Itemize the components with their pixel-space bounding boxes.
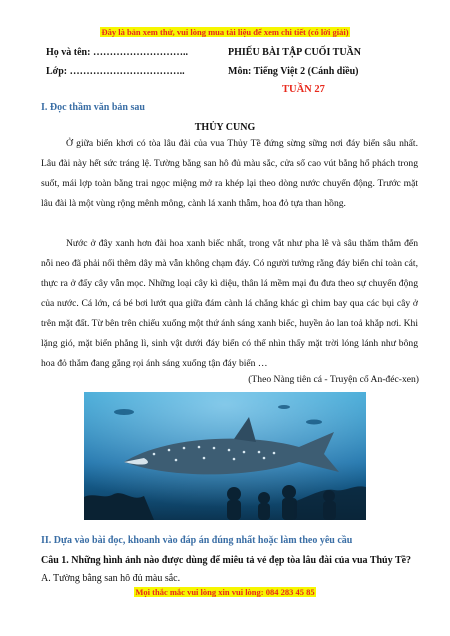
question-1-option-a[interactable]: A. Tường bằng san hô đủ màu sắc. (41, 573, 181, 584)
preview-banner: Đây là bản xem thử, vui lòng mua tài liệu để xem chi tiết (có lời giải) (101, 27, 349, 37)
question-1: Câu 1. Những hình ảnh nào được dùng để miêu tả vẻ đẹp tòa lâu đài của vua Thủy Tề? (41, 555, 412, 566)
section-1-heading: I. Đọc thầm văn bản sau (41, 102, 145, 113)
story-paragraph: Nước ở đây xanh hơn đài hoa xanh biếc nhất, trong vắt như pha lê và sâu thăm thẳm đến nỗi neo đã phải nối thêm dây mà vẫn không chạm đáy. Có người tưởng rằng đáy biển chỉ toàn cát, thực ra ở đấy cây vẫn mọc. Những loại cây kì diệu, thân lá mềm mại đu đưa theo sự chuyển động của nước. Cá lớn, cá bé bơi lướt qua giữa đám cành lá chẳng khác gì chim bay qua các bụi cây ở trên mặt đất. Từ bên trên chiếu xuống một thứ ánh sáng xanh biếc, huyền ảo lan toả khắp nơi. Khi lặng gió, mặt biển phẳng lì, sinh vật dưới đáy biển có thể nhìn thấy mặt trời lóng lánh như bông hoa đỏ thắm đang gắng rọi ánh sáng xuống tận đáy biển … (41, 238, 418, 369)
name-field-label: Họ và tên: ……………………….. (46, 47, 188, 58)
class-field-label: Lớp: …………………………….. (46, 66, 185, 77)
story-title: THỦY CUNG (194, 122, 256, 133)
story-paragraph: Ở giữa biển khơi có tòa lâu đài của vua Thủy Tề đứng sừng sững nơi đáy biển sâu nhất. Lâu đài này hết sức tráng lệ. Tường bằng san hô đủ màu sắc, cửa sổ cao vút bằng hổ phách trong suốt, mái lợp toàn bằng trai ngọc miệng mở ra khép lại theo dòng nước chuyển động. Trước mặt lâu đài là một vùng rộng mênh mông, cành lá xanh thẫm, hoa đỏ tựa than hồng. (41, 138, 418, 209)
subject-label: Môn: Tiếng Việt 2 (Cánh diều) (228, 66, 359, 77)
contact-banner: Mọi thắc mắc vui lòng xin vui lòng: 084 283 45 85 (135, 587, 315, 597)
week-label: TUẦN 27 (282, 84, 325, 95)
sheet-title: PHIẾU BÀI TẬP CUỐI TUẦN (228, 47, 361, 58)
section-2-heading: II. Dựa vào bài đọc, khoanh vào đáp án đúng nhất hoặc làm theo yêu cầu (41, 535, 353, 546)
whale-shark-aquarium-photo (84, 392, 366, 520)
story-source: (Theo Nàng tiên cá - Truyện cổ An-đéc-xen) (248, 374, 419, 385)
